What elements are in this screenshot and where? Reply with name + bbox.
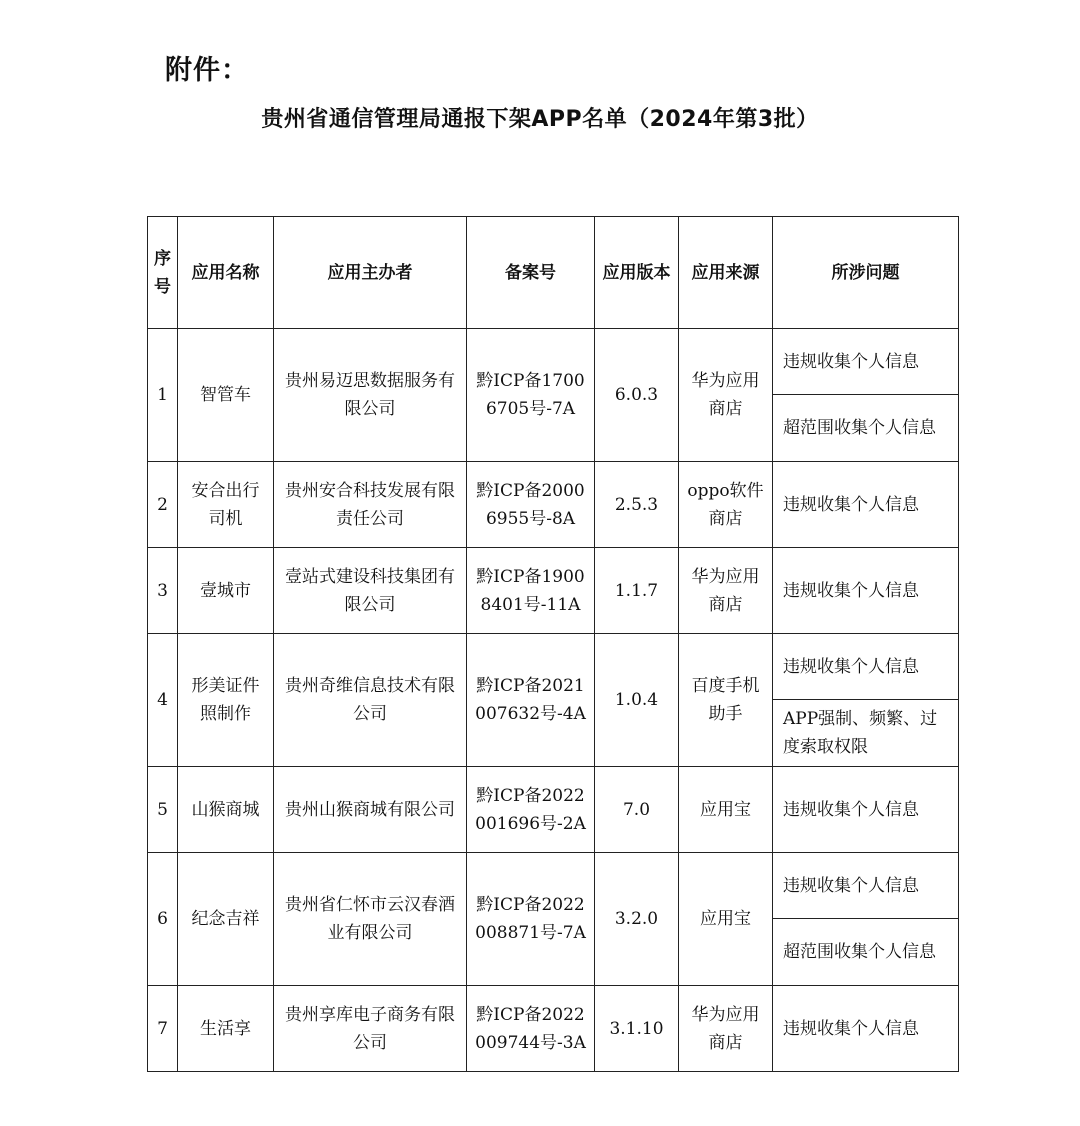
cell-source: oppo软件商店 (679, 462, 773, 548)
cell-sponsor: 贵州安合科技发展有限责任公司 (274, 462, 467, 548)
table-row (148, 767, 959, 853)
cell-issue: 超范围收集个人信息 (773, 919, 959, 986)
cell-app-name: 智管车 (178, 329, 274, 462)
cell-sponsor: 贵州奇维信息技术有限公司 (274, 634, 467, 767)
cell-source: 应用宝 (679, 853, 773, 986)
header-sponsor: 应用主办者 (274, 217, 467, 329)
cell-issue: 违规收集个人信息 (773, 634, 959, 700)
cell-app-name: 形美证件照制作 (178, 634, 274, 767)
cell-icp: 黔ICP备17006705号-7A (467, 329, 595, 462)
cell-app-name: 山猴商城 (178, 767, 274, 853)
header-issues: 所涉问题 (773, 217, 959, 329)
cell-sponsor: 贵州山猴商城有限公司 (274, 767, 467, 853)
cell-app-name: 安合出行司机 (178, 462, 274, 548)
cell-version: 3.1.10 (595, 986, 679, 1072)
cell-icp: 黔ICP备2022009744号-3A (467, 986, 595, 1072)
cell-app-name: 生活享 (178, 986, 274, 1072)
cell-sponsor: 贵州省仁怀市云汉春酒业有限公司 (274, 853, 467, 986)
cell-seq: 2 (148, 462, 178, 548)
header-seq: 序号 (148, 217, 178, 329)
cell-issue: APP强制、频繁、过度索取权限 (773, 700, 959, 767)
cell-icp: 黔ICP备2021007632号-4A (467, 634, 595, 767)
cell-seq: 6 (148, 853, 178, 986)
cell-issue: 超范围收集个人信息 (773, 395, 959, 462)
cell-seq: 1 (148, 329, 178, 462)
cell-source: 华为应用商店 (679, 986, 773, 1072)
header-version: 应用版本 (595, 217, 679, 329)
cell-sponsor: 贵州易迈思数据服务有限公司 (274, 329, 467, 462)
cell-version: 6.0.3 (595, 329, 679, 462)
cell-sponsor: 壹站式建设科技集团有限公司 (274, 548, 467, 634)
cell-seq: 5 (148, 767, 178, 853)
header-icp: 备案号 (467, 217, 595, 329)
cell-version: 2.5.3 (595, 462, 679, 548)
cell-source: 华为应用商店 (679, 329, 773, 462)
header-source: 应用来源 (679, 217, 773, 329)
header-app-name: 应用名称 (178, 217, 274, 329)
cell-issue: 违规收集个人信息 (773, 548, 959, 634)
cell-issue: 违规收集个人信息 (773, 853, 959, 919)
cell-issue: 违规收集个人信息 (773, 767, 959, 853)
cell-sponsor: 贵州享库电子商务有限公司 (274, 986, 467, 1072)
cell-version: 1.0.4 (595, 634, 679, 767)
table-row (148, 853, 959, 919)
app-delisting-table (147, 216, 959, 1072)
cell-issue: 违规收集个人信息 (773, 329, 959, 395)
table-header-row (148, 217, 959, 329)
cell-issue: 违规收集个人信息 (773, 462, 959, 548)
table-row (148, 986, 959, 1072)
cell-icp: 黔ICP备2022001696号-2A (467, 767, 595, 853)
cell-source: 华为应用商店 (679, 548, 773, 634)
cell-icp: 黔ICP备20006955号-8A (467, 462, 595, 548)
cell-source: 百度手机助手 (679, 634, 773, 767)
cell-version: 7.0 (595, 767, 679, 853)
attachment-label: 附件： (165, 55, 249, 86)
cell-source: 应用宝 (679, 767, 773, 853)
cell-app-name: 壹城市 (178, 548, 274, 634)
table-row (148, 548, 959, 634)
table-row (148, 329, 959, 395)
cell-version: 3.2.0 (595, 853, 679, 986)
cell-seq: 7 (148, 986, 178, 1072)
cell-issue: 违规收集个人信息 (773, 986, 959, 1072)
cell-icp: 黔ICP备2022008871号-7A (467, 853, 595, 986)
cell-app-name: 纪念吉祥 (178, 853, 274, 986)
table-row (148, 634, 959, 700)
cell-version: 1.1.7 (595, 548, 679, 634)
cell-seq: 3 (148, 548, 178, 634)
table-row (148, 462, 959, 548)
cell-icp: 黔ICP备19008401号-11A (467, 548, 595, 634)
cell-seq: 4 (148, 634, 178, 767)
document-title: 贵州省通信管理局通报下架APP名单（2024年第3批） (261, 107, 819, 132)
